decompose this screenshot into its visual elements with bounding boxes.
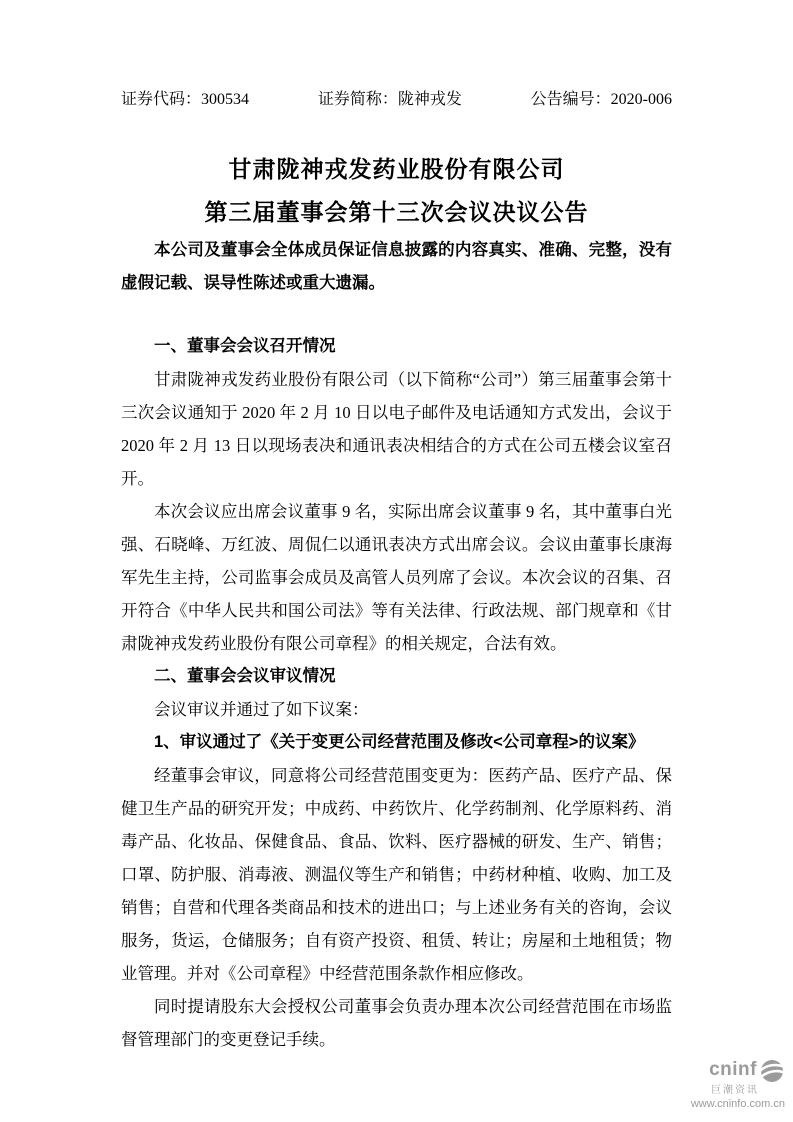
title-company-name: 甘肃陇神戎发药业股份有限公司	[228, 156, 565, 182]
resolution-1-business-scope: 经董事会审议，同意将公司经营范围变更为：医药产品、医疗产品、保健卫生产品的研究开发；中成药、中药饮片、化学药制剂、化学原料药、消毒产品、化妆品、保健食品、食品、饮料、医疗器械的研发、生产、销售；口罩、防护服、消毒液、测温仪等生产和销售；中药材种植、收购、加工及销售；自营和代理各类商品和技术的进出口；与上述业务有关的咨询，会议服务，货运，仓储服务；自有资产投资、租赁、转让；房屋和土地租赁；物业管理。并对《公司章程》中经营范围条款作相应修改。	[121, 766, 672, 983]
cninfo-logo-row	[691, 1058, 785, 1084]
stock-short-name: 证券简称：陇神戎发	[317, 91, 462, 108]
section-1	[121, 330, 672, 660]
resolution-1-authorization: 同时提请股东大会授权公司董事会负责办理本次公司经营范围在市场监督管理部门的变更登记手续。	[121, 997, 672, 1049]
section-2	[121, 660, 672, 1056]
cninfo-url: www.cninfo.com.cn	[690, 1097, 785, 1110]
cninfo-watermark	[691, 1058, 785, 1110]
announcement-number: 公告编号：2020-006	[530, 91, 672, 108]
cninfo-logo-text: cninf	[709, 1059, 757, 1081]
cninfo-logo-icon	[759, 1058, 785, 1084]
disclaimer-paragraph: 本公司及董事会全体成员保证信息披露的内容真实、准确、完整，没有虚假记载、误导性陈述或重大遗漏。	[121, 241, 672, 292]
section-1-paragraph-notice-of-meeting: 甘肃陇神戎发药业股份有限公司（以下简称“公司”）第三届董事会第十三次会议通知于 2020 年 2 月 10 日以电子邮件及电话通知方式发出，会议于 2020 年 2 月 13 日以现场表决和通讯表决相结合的方式在公司五楼会议室召开。	[121, 370, 672, 488]
title-meeting-resolution: 第三届董事会第十三次会议决议公告	[204, 199, 589, 225]
resolution-1-heading: 1、审议通过了《关于变更公司经营范围及修改<公司章程>的议案》	[154, 733, 645, 751]
section-1-paragraph-attendance: 本次会议应出席会议董事 9 名，实际出席会议董事 9 名，其中董事白光强、石晓峰、万红波、周侃仁以通讯表决方式出席会议。会议由董事长康海军先生主持，公司监事会成员及高管人员列席了会议。本次会议的召集、召开符合《中华人民共和国公司法》等有关法律、行政法规、部门规章和《甘肃陇神戎发药业股份有限公司章程》的相关规定，合法有效。	[121, 502, 672, 653]
section-2-intro: 会议审议并通过了如下议案：	[154, 700, 369, 719]
document-title	[121, 148, 672, 234]
document-content	[0, 90, 793, 1056]
section-1-heading: 一、董事会会议召开情况	[154, 337, 336, 355]
cninfo-brand-name: 巨潮资讯	[711, 1084, 759, 1096]
section-2-heading: 二、董事会会议审议情况	[154, 667, 336, 685]
stock-code: 证券代码：300534	[121, 91, 250, 108]
document-header	[121, 90, 672, 110]
